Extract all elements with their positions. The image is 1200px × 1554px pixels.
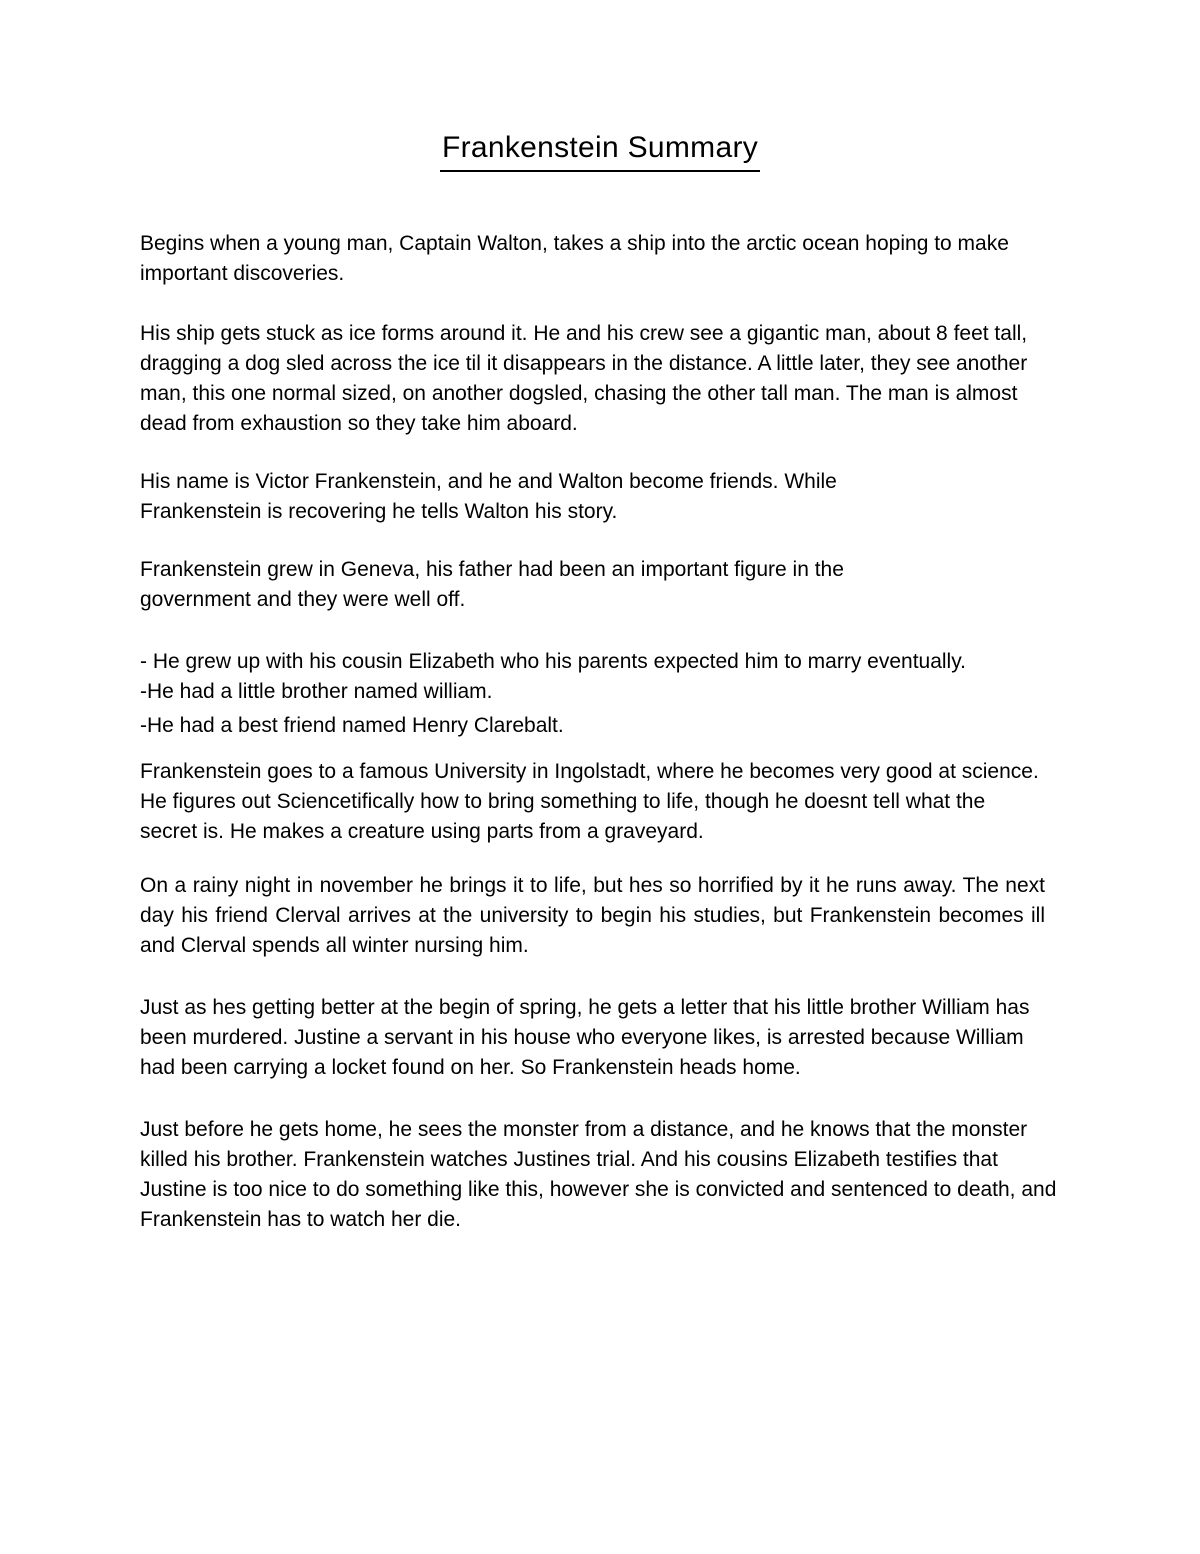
- paragraph-university: Frankenstein goes to a famous University in Ingolstadt, where he becomes very good at science. He figures out Sciencetifically how to bring something to life, though he doesnt tell what the secret is. He makes a creature using parts from a graveyard.: [140, 760, 1039, 843]
- document-body: [140, 229, 1065, 1235]
- paragraph-ship-stuck: His ship gets stuck as ice forms around it. He and his crew see a gigantic man, about 8 feet tall, dragging a dog sled across the ice til it disappears in the distance. A little later, they see another man, this one normal sized, on another dogsled, chasing the other tall man. The man is almost dead from exhaustion so they take him aboard.: [140, 322, 1028, 435]
- list-item-william: -He had a little brother named william.: [140, 680, 493, 703]
- paragraph-victor-intro: His name is Victor Frankenstein, and he and Walton become friends. While Frankenstein is recovering he tells Walton his story.: [140, 470, 837, 523]
- document-title-text: Frankenstein Summary: [440, 128, 760, 172]
- paragraph-william-murdered: Just as hes getting better at the begin of spring, he gets a letter that his little brother William has been murdered. Justine a servant in his house who everyone likes, is arrested because William had been carrying a locket found on her. So Frankenstein heads home.: [140, 996, 1030, 1079]
- list-item-henry: -He had a best friend named Henry Clarebalt.: [140, 714, 564, 737]
- document-title: [0, 128, 1200, 172]
- paragraph-geneva: Frankenstein grew in Geneva, his father had been an important figure in the government and they were well off.: [140, 558, 844, 611]
- list-item-elizabeth: - He grew up with his cousin Elizabeth who his parents expected him to marry eventually.: [140, 650, 967, 673]
- paragraph-intro: Begins when a young man, Captain Walton, takes a ship into the arctic ocean hoping to make important discoveries.: [140, 232, 1009, 285]
- paragraph-rainy-night: On a rainy night in november he brings it to life, but hes so horrified by it he runs away. The next day his friend Clerval arrives at the university to begin his studies, but Frankenstein becomes ill and Clerval spends all winter nursing him.: [140, 874, 1045, 957]
- paragraph-trial: Just before he gets home, he sees the monster from a distance, and he knows that the monster killed his brother. Frankenstein watches Justines trial. And his cousins Elizabeth testifies that Justine is too nice to do something like this, however she is convicted and sentenced to death, and Frankenstein has to watch her die.: [140, 1118, 1057, 1231]
